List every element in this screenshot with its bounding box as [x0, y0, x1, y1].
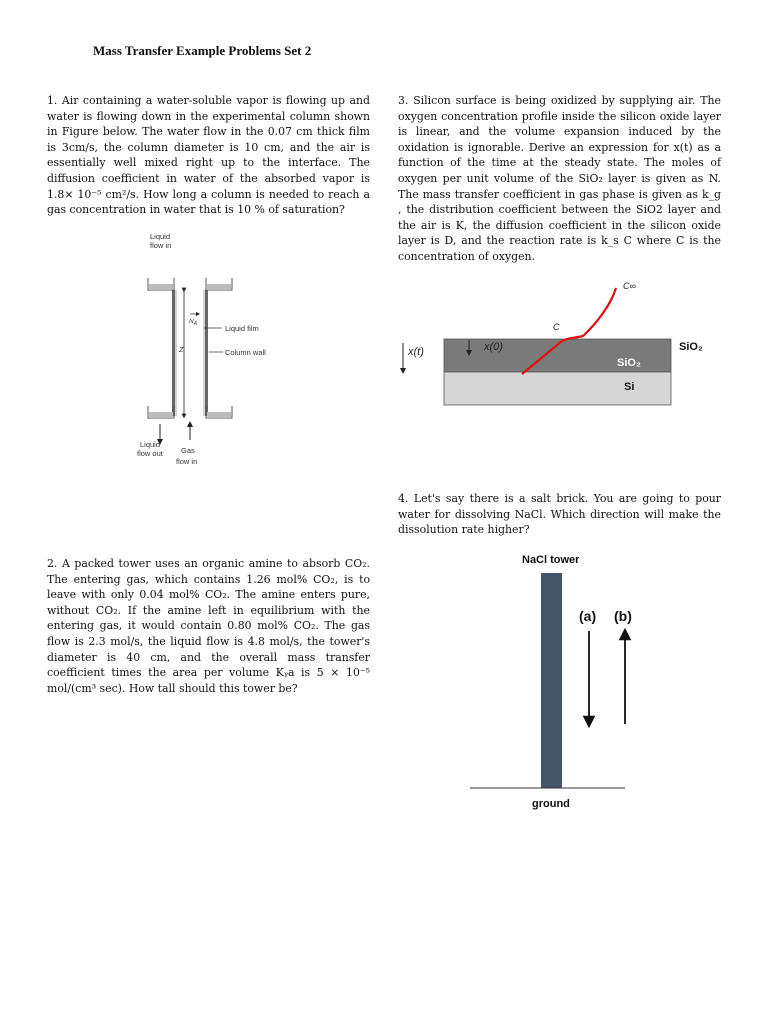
silicon-oxidation-figure [395, 278, 725, 413]
option-b-label: (b) [614, 608, 632, 624]
problem-4-text: 4. Let's say there is a salt brick. You are going to pour water for dissolving NaCl. Which direction will make the dissolution rate higher? [398, 492, 721, 537]
c-infinity-label: C∞ [623, 281, 636, 291]
wetted-wall-column-figure [128, 228, 308, 473]
na-label: $N_A$ [189, 318, 198, 327]
option-a-label: (a) [579, 608, 597, 624]
z-label: Z [179, 347, 184, 354]
page-title: Mass Transfer Example Problems Set 2 [93, 43, 312, 58]
left-column-wall [172, 290, 175, 416]
si-label: Si [624, 381, 635, 393]
sio2-inner-label: SiO₂ [617, 357, 641, 369]
nacl-tower [541, 573, 562, 788]
nacl-tower-title: NaCl tower [522, 554, 580, 566]
nacl-tower-figure [465, 548, 705, 818]
liquid-in-label-2: flow in [150, 241, 172, 250]
gas-in-label-2: flow in [176, 457, 198, 466]
problem-3-text: 3. Silicon surface is being oxidized by supplying air. The oxygen concentration profile inside the silicon oxide layer is linear, and the volume expansion induced by the oxidation is ignorable. Derive an expression for x(t) as a function of the time at the steady state. The moles of oxygen per unit volume of the SiO₂ layer is given as N. The mass transfer coefficient in gas phase is given as k_g , the distribution coefficient between the SiO2 layer and the air is K, the diffusion coefficient in the silicon oxide layer is D, and the reaction rate is k_s C where C is the concentration of oxygen. [398, 94, 721, 263]
liquid-in-label: Liquid [150, 232, 171, 241]
xt-label: x(t) [408, 346, 424, 358]
liquid-out-label: Liquid [140, 440, 161, 449]
c-label: C [553, 322, 560, 332]
si-substrate [444, 372, 671, 405]
ground-label: ground [532, 798, 570, 810]
sio2-outer-label: SiO₂ [679, 341, 703, 353]
liquid-film-label: Liquid film [225, 324, 259, 333]
x0-label: x(0) [484, 341, 503, 353]
problem-2-text: 2. A packed tower uses an organic amine to absorb CO₂. The entering gas, which contains 1.26 mol% CO₂, is to leave with only 0.04 mol% CO₂. The amine enters pure, without CO₂. If the amine left in equilibrium with the entering gas, it would contain 0.80 mol% CO₂. The gas flow is 2.3 mol/s, the liquid flow is 4.8 mol/s, the tower's diameter is 40 cm, and the overall mass transfer coefficient times the area per volume Kᵧa is 5 × 10⁻⁵ mol/(cm³ sec). How tall should this tower be? [47, 557, 370, 695]
right-column-wall [205, 290, 208, 416]
liquid-out-label-2: flow out [137, 449, 163, 458]
problem-1-text: 1. Air containing a water-soluble vapor is flowing up and water is flowing down in the experimental column shown in Figure below. The water flow in the 0.07 cm thick film is 3cm/s, the column diameter is 10 cm, and the air is essentially well mixed right up to the interface. The diffusion coefficient in water of the absorbed vapor is 1.8× 10⁻⁵ cm²/s. How long a column is needed to reach a gas concentration in water that is 10 % of saturation? [47, 94, 370, 217]
gas-in-label: Gas [181, 446, 195, 455]
column-wall-label: Column wall [225, 348, 266, 357]
